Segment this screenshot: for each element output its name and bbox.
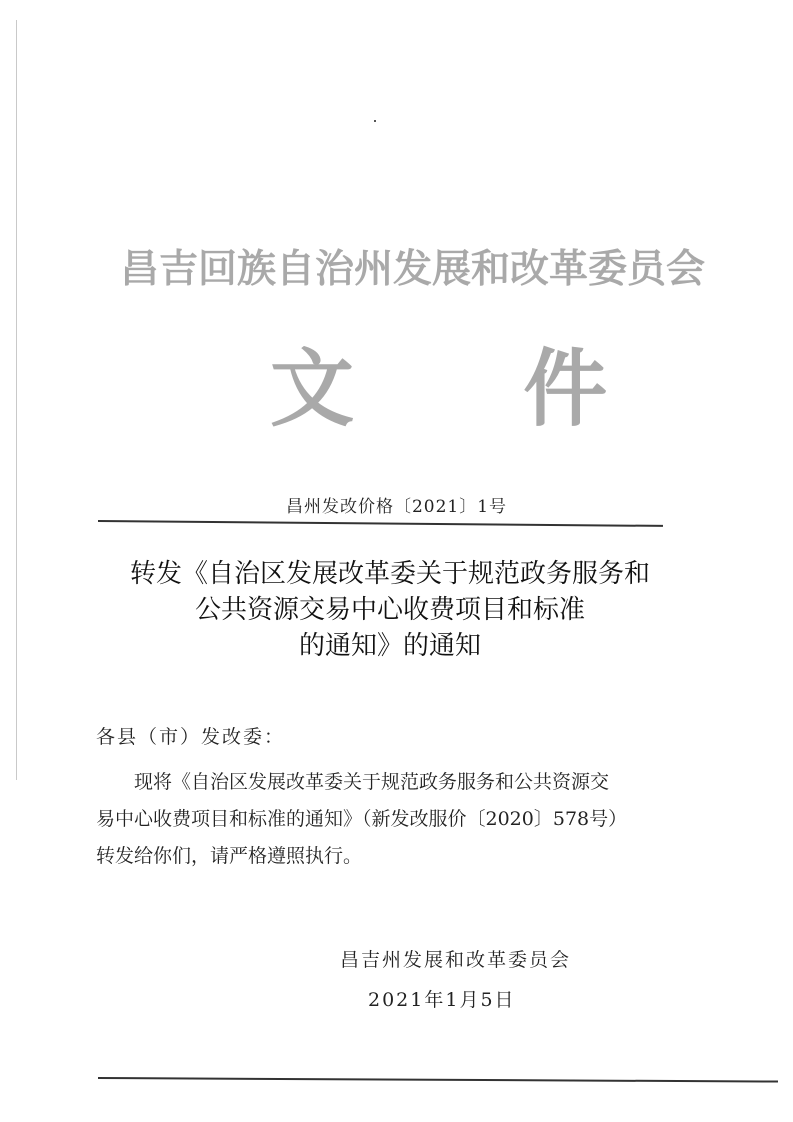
title-line-3: 的通知》的通知 [298,631,481,661]
document-type-header: 文 件 [270,339,678,438]
issuing-authority-header: 昌吉回族自治州发展和改革委员会 [120,247,706,292]
body-line-2: 易中心收费项目和标准的通知》（新发改服价〔2020〕578号） [96,808,628,830]
salutation: 各县（市）发改委： [96,726,286,748]
title-line-2: 公共资源交易中心收费项目和标准 [194,595,585,625]
header-divider-line [98,520,663,527]
document-title [90,556,690,664]
issue-date: 2021年1月5日 [368,989,516,1011]
signing-authority: 昌吉州发展和改革委员会 [340,949,572,971]
scan-speck [374,120,376,122]
body-line-1: 现将《自治区发展改革委关于规范政务服务和公共资源交 [134,771,610,793]
footer-divider-line [98,1077,778,1083]
title-line-1: 转发《自治区发展改革委关于规范政务服务和 [129,559,650,589]
document-number: 昌州发改价格〔2021〕1号 [285,497,508,517]
scan-edge-line [16,20,17,780]
body-line-3: 转发给你们，请严格遵照执行。 [96,845,363,867]
body-paragraph [96,764,676,875]
